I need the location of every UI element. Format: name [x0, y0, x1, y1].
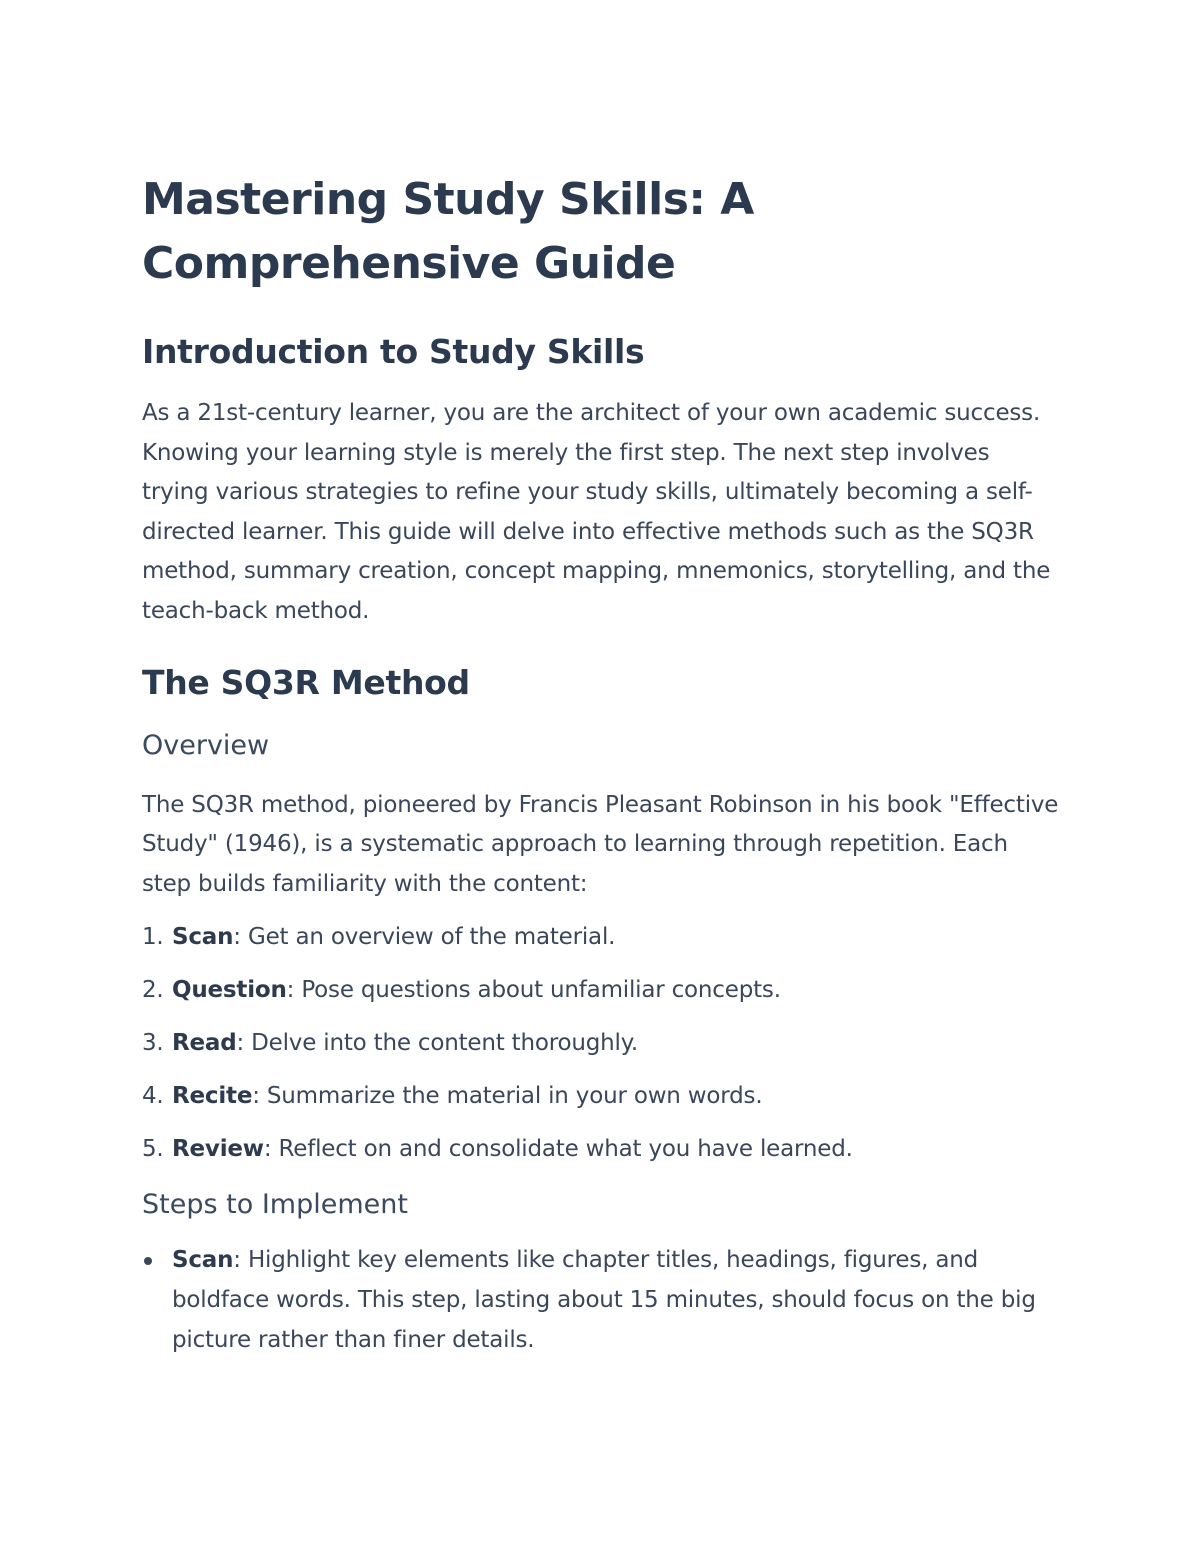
implement-heading: Steps to Implement [142, 1189, 408, 1221]
sq3r-heading: The SQ3R Method [142, 662, 470, 702]
implement-term: Scan [172, 1247, 234, 1274]
list-item [142, 1130, 1062, 1169]
implement-list [142, 1241, 1062, 1360]
page-title: Mastering Study Skills: A Comprehensive Guide [142, 174, 754, 289]
list-item [142, 918, 1062, 957]
list-item [142, 1241, 1062, 1360]
step-term: Question [172, 977, 287, 1004]
list-number: 5. [142, 1136, 164, 1163]
overview-paragraph: The SQ3R method, pioneered by Francis Pleasant Robinson in his book "Effective Study" (1946), is a systematic approach to learning through repetition. Each step builds familiarity with the content: [142, 791, 1059, 897]
step-desc: : Reflect on and consolidate what you have learned. [263, 1136, 853, 1163]
step-desc: : Pose questions about unfamiliar concepts. [286, 977, 781, 1004]
list-number: 1. [142, 924, 164, 951]
step-desc: : Summarize the material in your own words. [252, 1083, 763, 1110]
document-page [142, 168, 1062, 1360]
step-term: Read [172, 1030, 237, 1057]
list-number: 3. [142, 1030, 164, 1057]
implement-desc: : Highlight key elements like chapter titles, headings, figures, and boldface words. This step, lasting about 15 minutes, should focus on the big picture rather than finer details. [172, 1247, 1036, 1353]
list-item [142, 1024, 1062, 1063]
intro-paragraph: As a 21st-century learner, you are the architect of your own academic success. Knowing your learning style is merely the first step. The next step involves trying various strategies to refine your study skills, ultimately becoming a self-directed learner. This guide will delve into effective methods such as the SQ3R method, summary creation, concept mapping, mnemonics, storytelling, and the teach-back method. [142, 400, 1051, 624]
bullet-icon [144, 1257, 152, 1265]
sq3r-steps-list [142, 918, 1062, 1169]
intro-heading: Introduction to Study Skills [142, 332, 645, 371]
step-term: Review [172, 1136, 264, 1163]
list-item [142, 1077, 1062, 1116]
overview-heading: Overview [142, 729, 270, 761]
step-desc: : Delve into the content thoroughly. [236, 1030, 638, 1057]
list-number: 2. [142, 977, 164, 1004]
list-item [142, 971, 1062, 1010]
step-term: Recite [172, 1083, 253, 1110]
list-number: 4. [142, 1083, 164, 1110]
step-desc: : Get an overview of the material. [233, 924, 616, 951]
step-term: Scan [172, 924, 234, 951]
